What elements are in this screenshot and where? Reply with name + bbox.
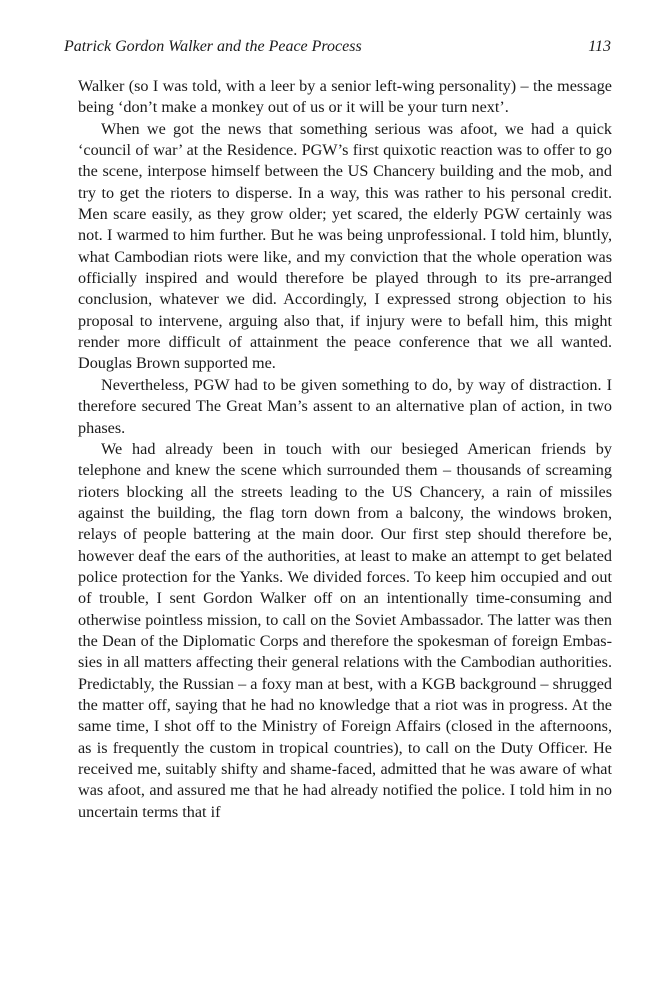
paragraph-alternative-plan: Nevertheless, PGW had to be given something to do, by way of distraction. I therefore secured The Great Man’s assent to an alternative plan of action, in two phases. bbox=[78, 375, 612, 437]
paragraph-continuation: Walker (so I was told, with a leer by a senior left-wing personality) – the message being ‘don’t make a monkey out of us or it will be your turn next’. bbox=[78, 77, 612, 117]
page-number: 113 bbox=[588, 38, 611, 55]
paragraph-besieged-americans: We had already been in touch with our besieged American friends by telephone and knew the scene which surrounded them – thousands of screaming rioters blocking all the streets leading to the US Chancery, a rain of missiles against the building, the flag torn down from a balcony, the windows broken, relays of people battering at the main door. Our first step should therefore be, however deaf the ears of the authorities, at least to make an attempt to get belated police protection for the Yanks. We divided forces. To keep him occupied and out of trouble, I sent Gordon Walker off on an intentionally time-consuming and otherwise pointless mission, to call on the Soviet Ambassador. The latter was then the Dean of the Diplomatic Corps and therefore the spokesman of foreign Embassies in all matters affecting their general relations with the Cambodian authorities. Predictably, the Russian – a foxy man at best, with a KGB background – shrugged the matter off, saying that he had no knowledge that a riot was in progress. At the same time, I shot off to the Ministry of Foreign Affairs (closed in the afternoons, as is frequently the custom in tropical countries), to call on the Duty Officer. He received me, suitably shifty and shame-faced, admitted that he was aware of what was afoot, and assured me that he had already notified the police. I told him in no uncertain terms that if bbox=[78, 439, 612, 821]
running-head bbox=[64, 36, 611, 58]
body-text bbox=[78, 76, 612, 823]
running-head-title: Patrick Gordon Walker and the Peace Process bbox=[64, 38, 362, 55]
paragraph-council-of-war: When we got the news that something serious was afoot, we had a quick ‘council of war’ at the Residence. PGW’s first quixotic reaction was to offer to go the scene, interpose himself between the US Chancery building and the mob, and try to get the rioters to disperse. In a way, this was rather to his personal credit. Men scare easily, as they grow older; yet scared, the elderly PGW certainly was not. I warmed to him further. But he was being unprofessional. I told him, bluntly, what Cambodian riots were like, and my conviction that the whole operation was officially inspired and would therefore be played through to its pre-arranged conclusion, whatever we did. Accordingly, I expressed strong objection to his proposal to intervene, arguing also that, if injury were to befall him, this might render more difficult of attainment the peace conference that we all wanted. Douglas Brown supported me. bbox=[78, 119, 612, 373]
